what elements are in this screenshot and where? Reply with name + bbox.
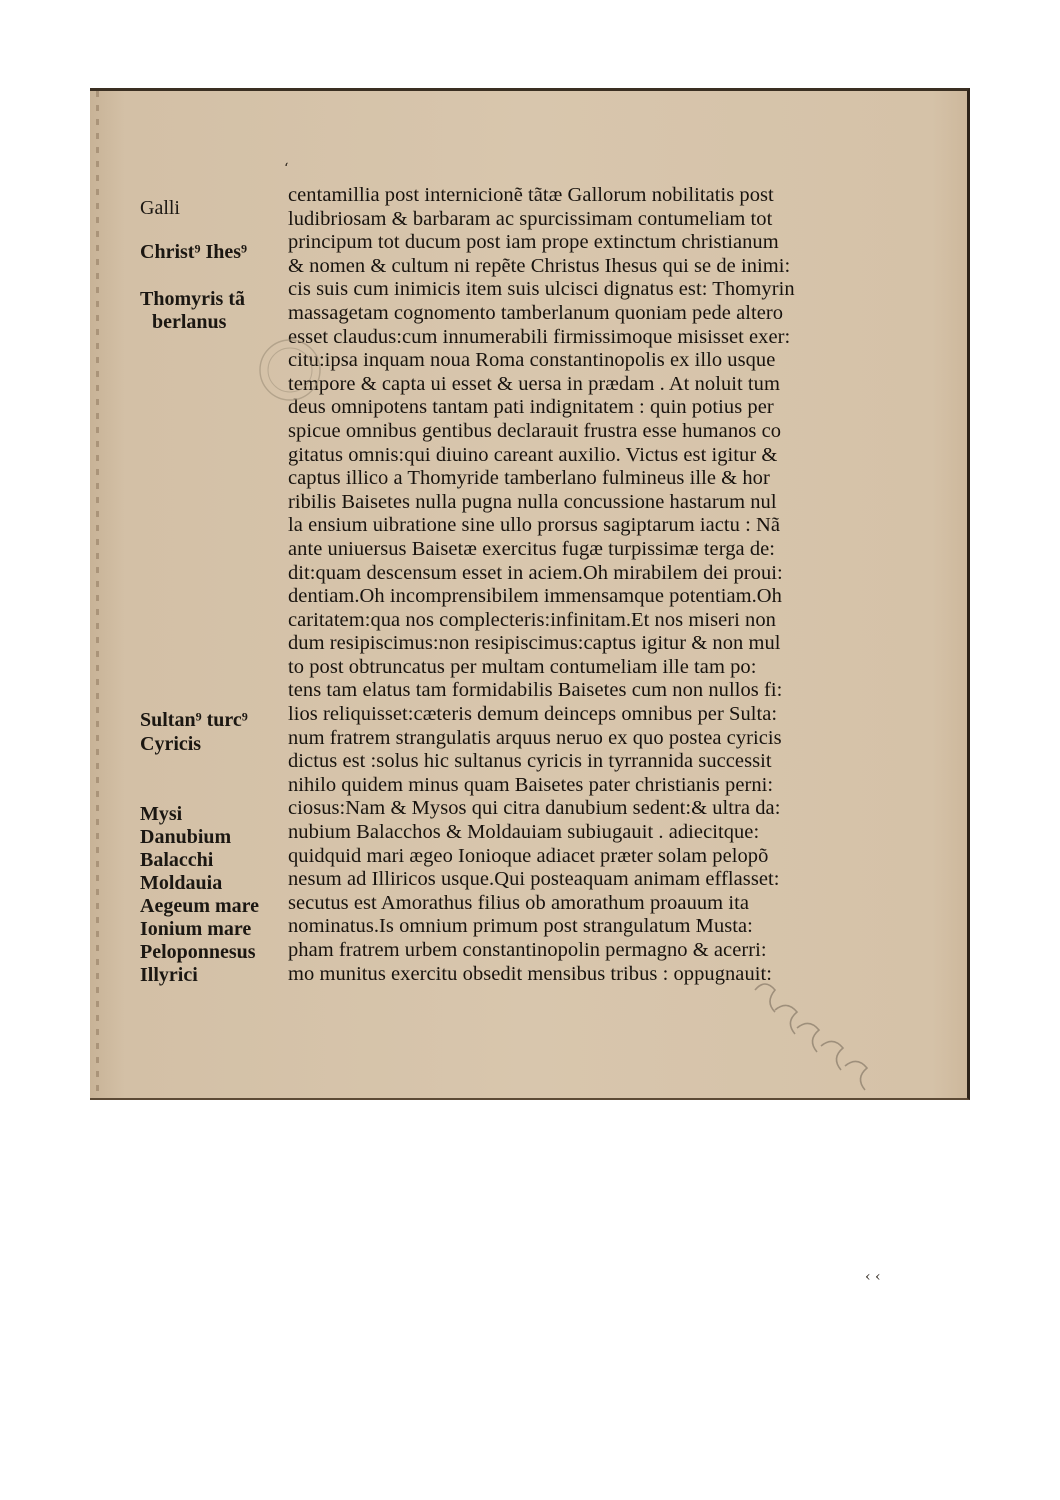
margin-note: Danubium (140, 826, 232, 848)
text-line: lios reliquisset:cæteris demum deinceps omnibus per Sulta: (288, 703, 778, 726)
margin-note: Balacchi (140, 849, 214, 871)
text-line: massagetam cognomento tamberlanum quoniam pede altero (288, 301, 784, 324)
text-line: to post obtruncatus per multam contumeliam ille tam po: (288, 655, 757, 678)
margin-note: Thomyris tã (140, 288, 245, 310)
text-line: cis suis cum inimicis item suis ulcisci dignatus est: Thomyrin (288, 278, 795, 301)
text-line: centamillia post internicionẽ tãtæ Gallorum nobilitatis post (288, 184, 774, 206)
margin-note: Illyrici (140, 964, 198, 986)
margin-note: Aegeum mare (140, 895, 260, 917)
text-line: dum resipiscimus:non resipiscimus:captus igitur & non mul (288, 632, 781, 655)
text-line: captus illico a Thomyride tamberlano fulmineus ille & hor (288, 467, 770, 490)
text-line: esset claudus:cum innumerabili firmissimoque misisset exer: (288, 325, 791, 348)
text-line: mo munitus exercitu obsedit mensibus tribus : oppugnauit: (288, 962, 772, 985)
text-line: & nomen & cultum ni repẽte Christus Ihesus qui se de inimi: (288, 254, 791, 277)
stamp-impression (250, 330, 340, 420)
text-line: gitatus omnis:qui diuino careant auxilio. Victus est igitur & (288, 443, 778, 466)
main-text-block (288, 184, 908, 986)
text-line: ribilis Baisetes nulla pugna nulla concussione hastarum nul (288, 490, 777, 513)
margin-note: Ionium mare (140, 918, 252, 940)
text-line: ante uniuersus Baisetæ exercitus fugæ turpissimæ terga de: (288, 537, 776, 560)
text-line: nominatus.Is omnium primum post strangulatum Musta: (288, 915, 753, 938)
text-line: dentiam.Oh incomprensibilem immensamque potentiam.Oh (288, 585, 782, 608)
margin-note: Galli (140, 197, 180, 219)
text-line: num fratrem strangulatis arquus neruo ex quo postea cyricis (288, 726, 782, 749)
margin-note: Cyricis (140, 733, 202, 755)
library-stamp (735, 970, 905, 1110)
text-line: spicue omnibus gentibus declarauit frustra esse humanos co (288, 419, 782, 442)
margin-note: Peloponnesus (140, 941, 256, 963)
page-mark: ‘ (284, 161, 289, 177)
text-line: nesum ad Illiricos usque.Qui posteaquam animam efflasset: (288, 868, 780, 891)
text-line: deus omnipotens tantam pati indignitatem : quin potius per (288, 396, 774, 419)
margin-note: Christ⁹ Ihes⁹ (140, 241, 248, 263)
text-line: caritatem:qua nos complecteris:infinitam.Et nos miseri non (288, 608, 776, 631)
text-line: citu:ipsa inquam noua Roma constantinopolis ex illo usque (288, 349, 776, 372)
text-line: pham fratrem urbem constantinopolin permagno & acerri: (288, 939, 767, 961)
margin-note: Mysi (140, 803, 183, 825)
text-line: nihilo quidem minus quam Baisetes pater christianis perni: (288, 773, 774, 796)
text-line: dit:quam descensum esset in aciem.Oh mirabilem dei proui: (288, 561, 783, 584)
text-line: ciosus:Nam & Mysos qui citra danubium sedent:& ultra da: (288, 797, 781, 820)
text-line: tens tam elatus tam formidabilis Baisetes cum non nullos fi: (288, 679, 783, 702)
page-mark: ‹ ‹ (865, 1269, 881, 1285)
text-line: quidquid mari ægeo Ionioque adiacet præter solam pelopõ (288, 844, 769, 867)
text-line: la ensium uibratione sine ullo prorsus sagiptarum iactu : Nã (288, 514, 781, 537)
text-line: tempore & capta ui esset & uersa in prædam . At noluit tum (288, 372, 780, 395)
text-line: secutus est Amorathus filius ob amorathum proauum ita (288, 891, 749, 914)
text-line: ludibriosam & barbaram ac spurcissimam contumeliam tot (288, 207, 773, 230)
margin-note: Sultan⁹ turc⁹ (140, 709, 248, 731)
margin-note: Moldauia (140, 872, 223, 894)
text-line: principum tot ducum post iam prope extinctum christianum (288, 231, 779, 254)
text-line: dictus est :solus hic sultanus cyricis in tyrrannida successit (288, 750, 772, 773)
text-line: nubium Balacchos & Moldauiam subiugauit . adiecitque: (288, 821, 760, 844)
margin-note: berlanus (152, 311, 227, 333)
